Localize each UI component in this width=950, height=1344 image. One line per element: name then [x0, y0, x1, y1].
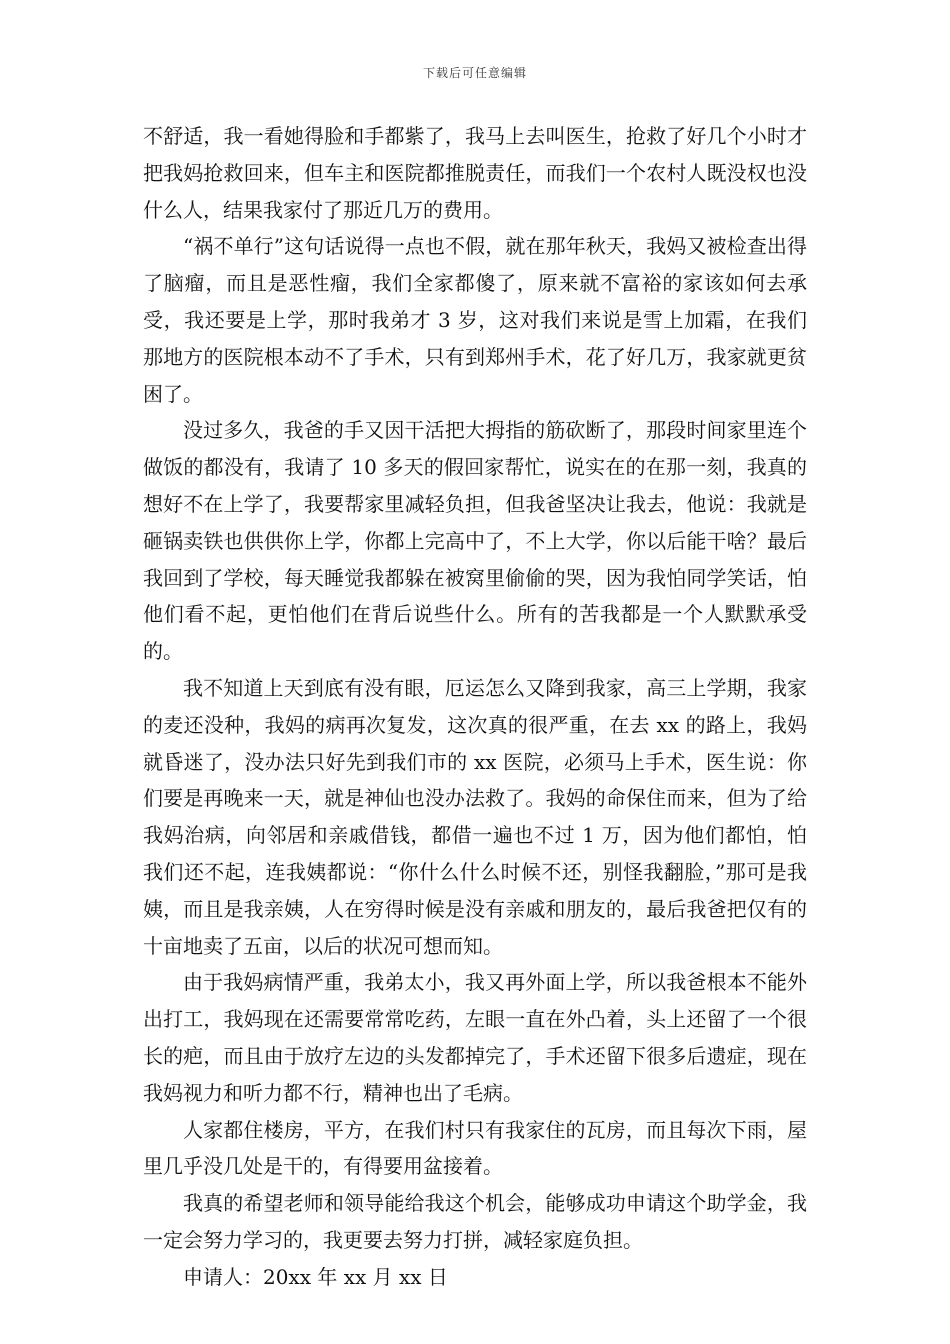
paragraph: 由于我妈病情严重，我弟太小，我又再外面上学，所以我爸根本不能外出打工，我妈现在还需要常常吃药，左眼一直在外凸着，头上还留了一个很长的疤，而且由于放疗左边的头发都掉完了，手术还留下很多后遗症，现在我妈视力和听力都不行，精神也出了毛病。	[143, 970, 807, 1105]
paragraph: 不舒适，我一看她得脸和手都紫了，我马上去叫医生，抢救了好几个小时才把我妈抢救回来，但车主和医院都推脱责任，而我们一个农村人既没权也没什么人，结果我家付了那近几万的费用。	[143, 124, 807, 222]
paragraph: “祸不单行”这句话说得一点也不假，就在那年秋天，我妈又被检查出得了脑瘤，而且是恶性瘤，我们全家都傻了，原来就不富裕的家该如何去承受，我还要是上学，那时我弟才 3 岁，这对我们来说是雪上加霜，在我们那地方的医院根本动不了手术，只有到郑州手术，花了好几万，我家就更贫困了。	[143, 234, 807, 406]
signature-line: 申请人：20xx 年 xx 月 xx 日	[183, 1264, 448, 1289]
paragraph: 人家都住楼房，平方，在我们村只有我家住的瓦房，而且每次下雨，屋里几乎没几处是干的，有得要用盆接着。	[143, 1117, 807, 1179]
document-body	[143, 118, 807, 1296]
page-header-note: 下载后可任意编辑	[422, 66, 527, 80]
paragraph: 我真的希望老师和领导能给我这个机会，能够成功申请这个助学金，我一定会努力学习的，我更要去努力打拼，减轻家庭负担。	[143, 1191, 807, 1252]
paragraph: 没过多久，我爸的手又因干活把大拇指的筋砍断了，那段时间家里连个做饭的都没有，我请了 10 多天的假回家帮忙，说实在的在那一刻，我真的想好不在上学了，我要帮家里减轻负担，但我爸坚决让我去，他说：我就是砸锅卖铁也供供你上学，你都上完高中了，不上大学，你以后能干啥？最后我回到了学校，每天睡觉我都躲在被窝里偷偷的哭，因为我怕同学笑话，怕他们看不起，更怕他们在背后说些什么。所有的苦我都是一个人默默承受的。	[143, 418, 807, 664]
paragraph: 我不知道上天到底有没有眼，厄运怎么又降到我家，高三上学期，我家的麦还没种，我妈的病再次复发，这次真的很严重，在去 xx 的路上，我妈就昏迷了，没办法只好先到我们市的 xx 医院，必须马上手术，医生说：你们要是再晚来一天，就是神仙也没办法救了。我妈的命保住而来，但为了给我妈治病，向邻居和亲戚借钱，都借一遍也不过 1 万，因为他们都怕，怕我们还不起，连我姨都说：“你什么什么时候不还，别怪我翻脸，”那可是我姨，而且是我亲姨，人在穷得时候是没有亲戚和朋友的，最后我爸把仅有的十亩地卖了五亩，以后的状况可想而知。	[143, 675, 807, 958]
